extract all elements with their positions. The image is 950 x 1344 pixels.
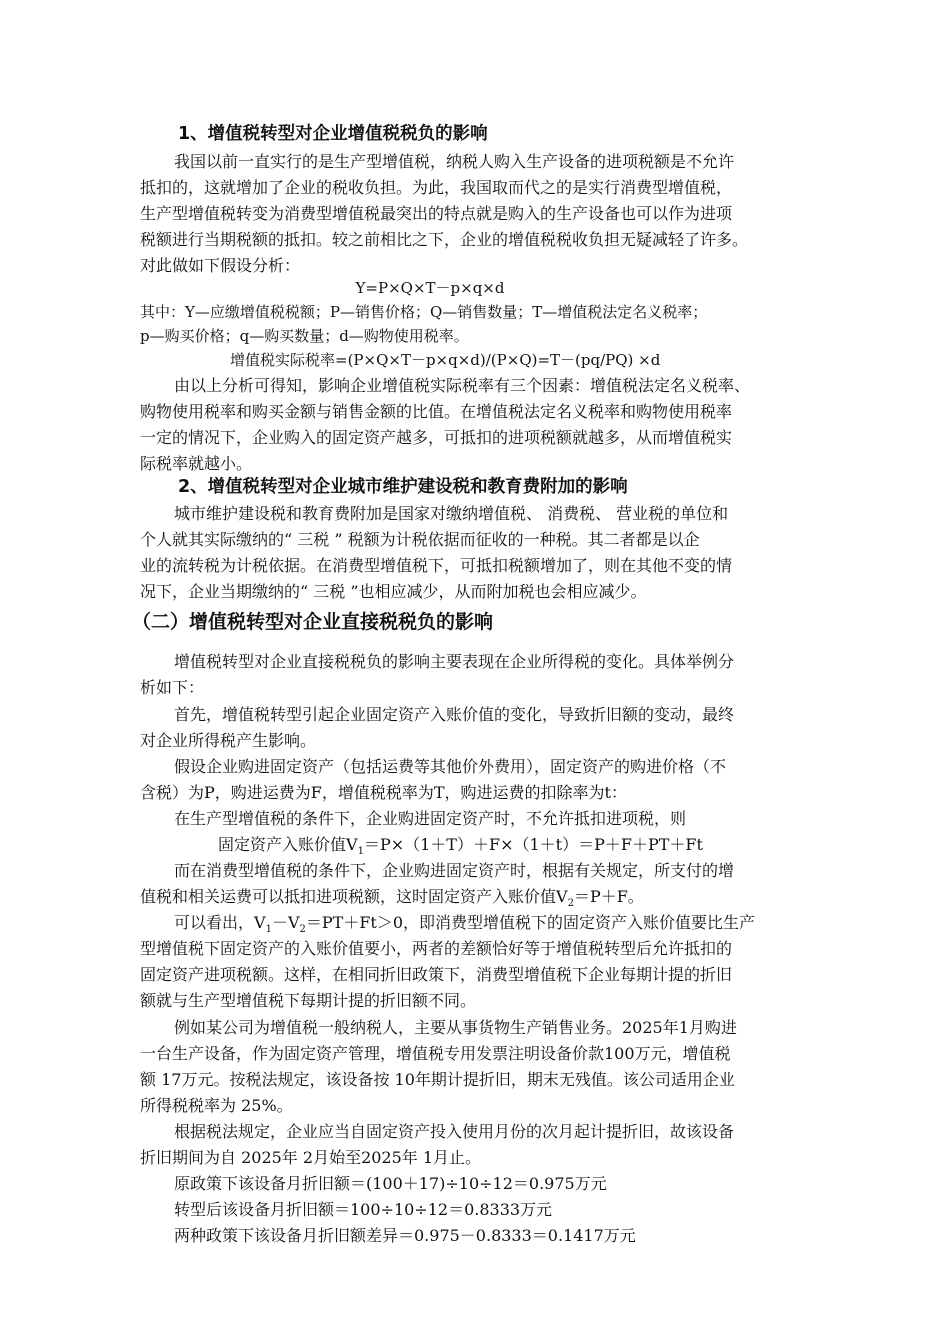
paragraph-line: 由以上分析可得知，影响企业增值税实际税率有三个因素：增值税法定名义税率、 (174, 376, 751, 395)
paragraph-line: 固定资产进项税额。这样，在相同折旧政策下，消费型增值税下企业每期计提的折旧 (140, 965, 733, 984)
paragraph-line: 一台生产设备，作为固定资产管理，增值税专用发票注明设备价款100万元，增值税 (140, 1044, 731, 1063)
paragraph-line (140, 885, 860, 909)
paragraph-line: 根据税法规定，企业应当自固定资产投入使用月份的次月起计提折旧，故该设备 (174, 1122, 735, 1141)
text-run: ＝PT＋Ft＞0，即消费型增值税下的固定资产入账价值要比生产 (305, 913, 756, 932)
part-heading-2: （二）增值税转型对企业直接税税负的影响 (132, 611, 494, 633)
paragraph-line: 首先，增值税转型引起企业固定资产入账价值的变化，导致折旧额的变动，最终 (174, 705, 735, 724)
paragraph-line: 额就与生产型增值税下每期计提的折旧额不同。 (140, 991, 477, 1010)
subscript: 1 (265, 924, 272, 936)
definition-line: p—购买价格；q—购买数量；d—购物使用税率。 (140, 327, 469, 345)
paragraph-line: 例如某公司为增值税一般纳税人，主要从事货物生产销售业务。2025年1月购进 (174, 1018, 737, 1037)
paragraph-line: 对企业所得税产生影响。 (140, 731, 317, 750)
calculation-line: 原政策下该设备月折旧额＝(100＋17)÷10÷12＝0.975万元 (174, 1174, 607, 1193)
paragraph-line: 生产型增值税转变为消费型增值税最突出的特点就是购入的生产设备也可以作为进项 (140, 204, 733, 223)
text-run: －V (271, 913, 300, 932)
subscript: 2 (299, 924, 306, 936)
paragraph-line: 而在消费型增值税的条件下，企业购进固定资产时，根据有关规定，所支付的增 (174, 861, 735, 880)
section-heading-1: 1、增值税转型对企业增值税税负的影响 (178, 124, 488, 144)
paragraph-line: 析如下： (140, 678, 205, 697)
paragraph-line: 城市维护建设税和教育费附加是国家对缴纳增值税、 消费税、 营业税的单位和 (174, 504, 729, 523)
formula-value-v1 (218, 833, 938, 857)
calculation-line: 转型后该设备月折旧额＝100÷10÷12＝0.8333万元 (174, 1200, 553, 1219)
paragraph-line: 我国以前一直实行的是生产型增值税，纳税人购入生产设备的进项税额是不允许 (174, 152, 735, 171)
paragraph-line: 含税）为P，购进运费为F，增值税税率为T，购进运费的扣除率为t： (140, 783, 627, 802)
definition-line: 其中：Y—应缴增值税税额；P—销售价格；Q—销售数量；T—增值税法定名义税率； (140, 303, 708, 321)
text-run: ＝P＋F。 (573, 887, 644, 906)
calculation-line: 两种政策下该设备月折旧额差异＝0.975－0.8333＝0.1417万元 (174, 1226, 636, 1245)
formula-tax-amount: Y=P×Q×T－p×q×d (355, 279, 505, 297)
formula-text: 固定资产入账价值V (218, 835, 358, 854)
paragraph-line: 购物使用税率和购买金额与销售金额的比值。在增值税法定名义税率和购物使用税率 (140, 402, 733, 421)
paragraph-line: 税额进行当期税额的抵扣。较之前相比之下，企业的增值税税收负担无疑减轻了许多。 (140, 230, 749, 249)
paragraph-line: 业的流转税为计税依据。在消费型增值税下，可抵扣税额增加了，则在其他不变的情 (140, 556, 733, 575)
text-run: 值税和相关运费可以抵扣进项税额，这时固定资产入账价值V (140, 887, 568, 906)
paragraph-line: 折旧期间为自 2025年 2月始至2025年 1月止。 (140, 1148, 482, 1167)
subscript: 1 (357, 846, 364, 858)
paragraph-line: 在生产型增值税的条件下，企业购进固定资产时，不允许抵扣进项税，则 (174, 809, 687, 828)
paragraph-line: 抵扣的，这就增加了企业的税收负担。为此，我国取而代之的是实行消费型增值税， (140, 178, 733, 197)
paragraph-line: 所得税税率为 25%。 (140, 1096, 293, 1115)
paragraph-line: 际税率就越小。 (140, 454, 253, 473)
paragraph-line (174, 911, 894, 935)
subscript: 2 (567, 898, 574, 910)
formula-actual-rate: 增值税实际税率=(P×Q×T－p×q×d)/(P×Q)=T－(pq/PQ) ×d (230, 351, 661, 369)
paragraph-line: 假设企业购进固定资产（包括运费等其他价外费用），固定资产的购进价格（不 (174, 757, 727, 776)
paragraph-line: 型增值税下固定资产的入账价值要小，两者的差额恰好等于增值税转型后允许抵扣的 (140, 939, 733, 958)
section-heading-2: 2、增值税转型对企业城市维护建设税和教育费附加的影响 (178, 477, 628, 497)
paragraph-line: 增值税转型对企业直接税税负的影响主要表现在企业所得税的变化。具体举例分 (174, 652, 735, 671)
paragraph-line: 个人就其实际缴纳的“ 三税 ” 税额为计税依据而征收的一种税。其二者都是以企 (140, 530, 700, 549)
paragraph-line: 况下，企业当期缴纳的“ 三税 ”也相应减少，从而附加税也会相应减少。 (140, 582, 647, 601)
paragraph-line: 对此做如下假设分析： (140, 256, 301, 275)
paragraph-line: 额 17万元。按税法规定，该设备按 10年期计提折旧，期末无残值。该公司适用企业 (140, 1070, 735, 1089)
formula-text: ＝P×（1＋T）＋F×（1＋t）＝P＋F＋PT＋Ft (363, 835, 703, 854)
paragraph-line: 一定的情况下，企业购入的固定资产越多，可抵扣的进项税额就越多，从而增值税实 (140, 428, 733, 447)
text-run: 可以看出，V (174, 913, 266, 932)
